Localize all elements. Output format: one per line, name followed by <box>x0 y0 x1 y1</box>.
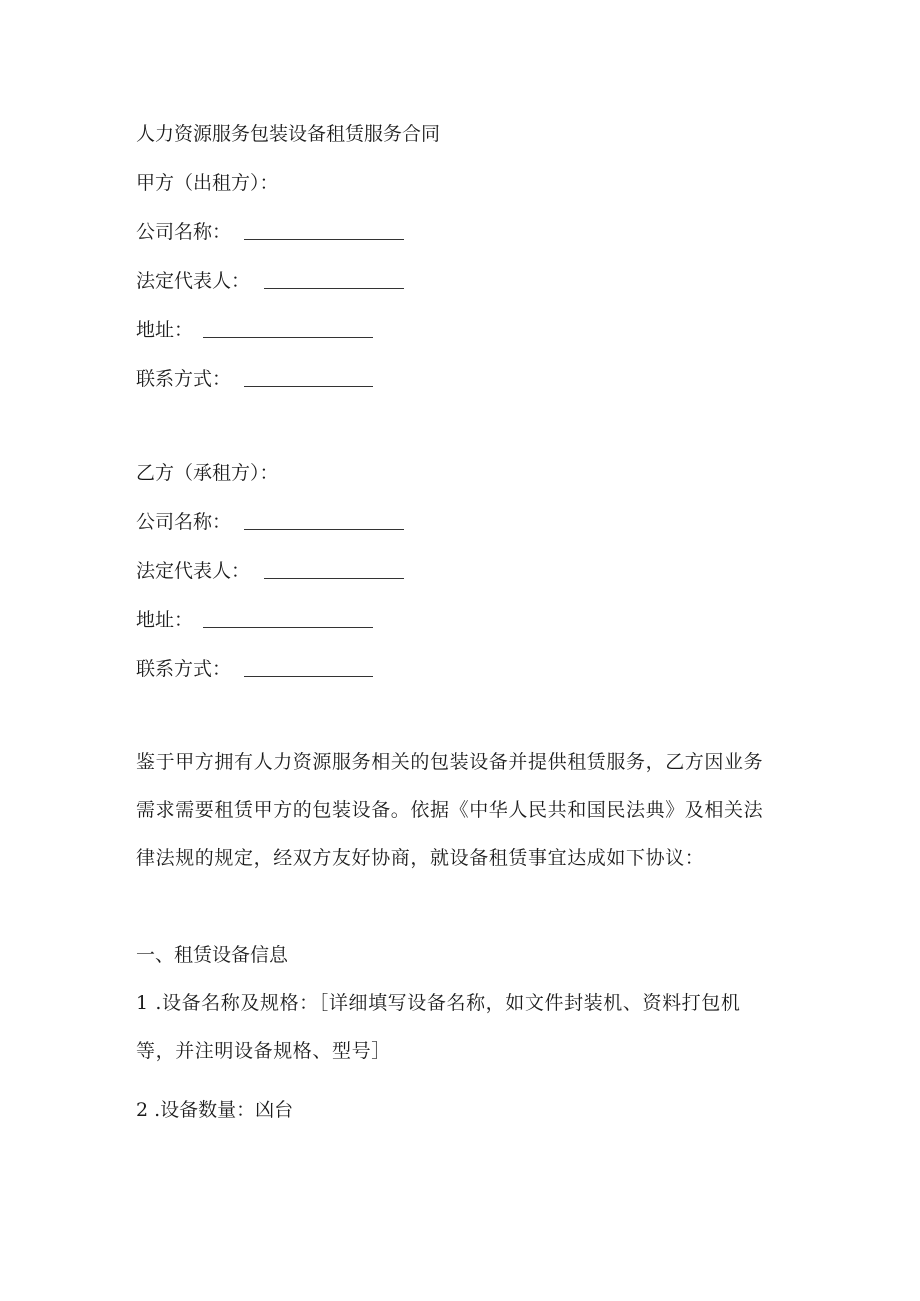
party-b-address-label: 地址： <box>136 609 194 631</box>
party-b-contact-label: 联系方式： <box>136 658 232 680</box>
preamble-paragraph <box>136 738 786 882</box>
party-b-heading: 乙方（承租方）： <box>136 462 279 484</box>
party-a-rep-blank[interactable] <box>264 288 404 289</box>
party-b-address-blank[interactable] <box>203 627 373 628</box>
party-b-company-blank[interactable] <box>244 529 404 530</box>
party-a-contact-label: 联系方式： <box>136 368 232 390</box>
party-b-contact-blank[interactable] <box>244 676 373 677</box>
party-a-address-label: 地址： <box>136 319 194 341</box>
party-a-company-label: 公司名称： <box>136 221 232 243</box>
party-a-rep-label: 法定代表人： <box>136 270 251 292</box>
party-a-contact-blank[interactable] <box>244 386 373 387</box>
preamble-line: 鉴于甲方拥有人力资源服务相关的包装设备并提供租赁服务，乙方因业务 <box>136 751 764 773</box>
document-title: 人力资源服务包装设备租赁服务合同 <box>136 123 441 145</box>
party-a-company-blank[interactable] <box>244 239 404 240</box>
equipment-quantity-item: 2 .设备数量：凶台 <box>136 1099 294 1121</box>
equipment-name-line: 1 .设备名称及规格：［详细填写设备名称，如文件封装机、资料打包机 <box>136 992 741 1014</box>
preamble-line: 需求需要租赁甲方的包装设备。依据《中华人民共和国民法典》及相关法 <box>136 799 764 821</box>
section-heading: 一、租赁设备信息 <box>136 944 289 966</box>
preamble-line: 律法规的规定，经双方友好协商，就设备租赁事宜达成如下协议： <box>136 847 705 869</box>
equipment-name-item <box>136 979 786 1075</box>
party-b-rep-blank[interactable] <box>264 578 404 579</box>
equipment-name-line: 等，并注明设备规格、型号］ <box>136 1040 391 1062</box>
party-a-heading: 甲方（出租方）： <box>136 172 279 194</box>
party-b-rep-label: 法定代表人： <box>136 560 251 582</box>
party-a-address-blank[interactable] <box>203 337 373 338</box>
party-b-company-label: 公司名称： <box>136 511 232 533</box>
